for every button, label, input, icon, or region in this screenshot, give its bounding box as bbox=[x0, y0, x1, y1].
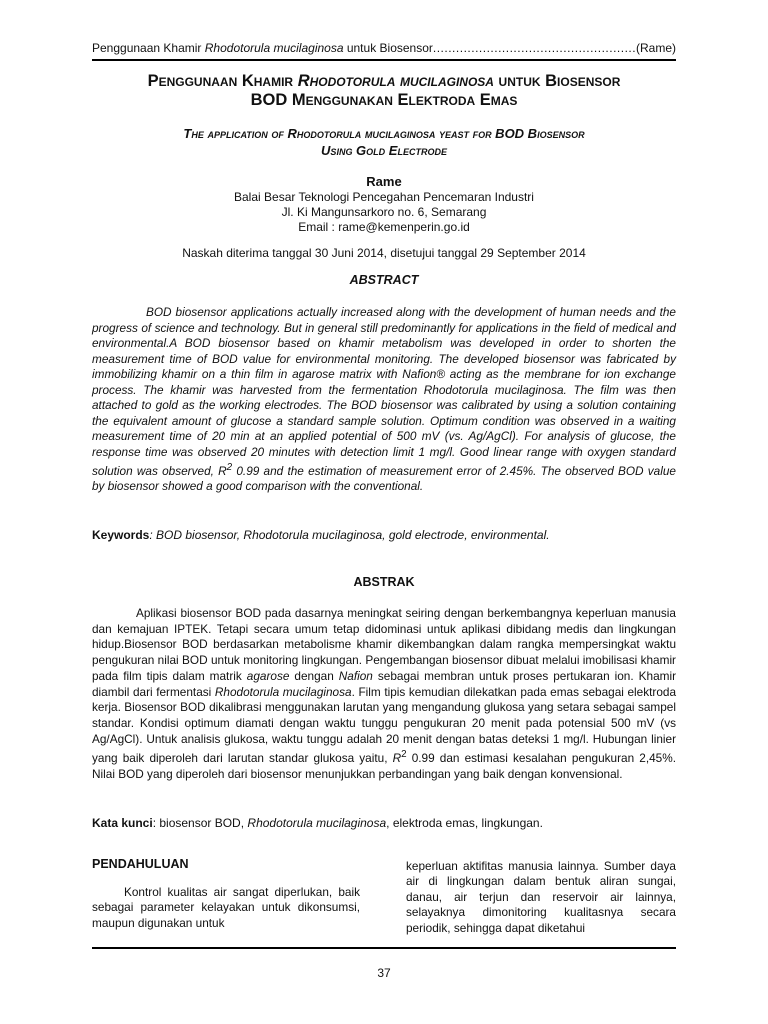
abstrak-nafion: Nafion bbox=[338, 668, 373, 683]
abstrak-species: Rhodotorula mucilaginosa bbox=[214, 684, 352, 699]
english-title-line-2: Using Gold Electrode bbox=[321, 143, 447, 158]
abstract-text-a: BOD biosensor applications actually increased along with the development of human needs and the progress of science and technology. But in general still predominantly for applications in the field of medical and environmental.A BOD biosensor based on khamir metabolism was developed in order to shorten the measurement time of BOD value for environmental monitoring. The developed biosensor was fabricated by immobilizing khamir on a thin film in agarose matrix with Nafion® acting as the membrane for ion exchange process. The khamir was harvested from the fermentation Rhodotorula mucilaginosa. The film was then attached to gold as the working electrodes. The BOD biosensor was calibrated by using a solution containing the equivalent amount of glucose a standard sample solution. Optimum condition was observed in a waiting measurement time of 20 min at an applied potential of 500 mV (vs. Ag/AgCl). For analysis of glucose, the response time was observed 20 minutes with detection limit 1 mg/l. Good linear range with oxygen standard solution was observed, R bbox=[92, 305, 676, 478]
kata-kunci-species: Rhodotorula mucilaginosa bbox=[247, 816, 387, 830]
kata-kunci-label: Kata kunci bbox=[92, 816, 153, 830]
title-text-b: untuk Biosensor bbox=[493, 72, 621, 90]
abstrak-superscript: 2 bbox=[401, 749, 407, 761]
abstrak-text-5: 0.99 dan estimasi kesalahan pengukuran 2,45%. Nilai BOD yang diperoleh dari biosensor menunjukkan perbandingan yang baik dengan konvensional. bbox=[92, 751, 676, 781]
author-institution: Balai Besar Teknologi Pencegahan Pencemaran Industri bbox=[234, 190, 534, 204]
english-title bbox=[92, 125, 676, 159]
submission-dates: Naskah diterima tanggal 30 Juni 2014, disetujui tanggal 29 September 2014 bbox=[182, 246, 586, 260]
title-species: Rhodotorula mucilaginosa bbox=[297, 72, 494, 90]
running-header bbox=[92, 41, 676, 55]
paper-title bbox=[92, 72, 676, 110]
abstrak-r: R bbox=[392, 751, 402, 766]
running-header-leader-dots bbox=[433, 41, 636, 55]
title-text-a: Penggunaan Khamir bbox=[147, 72, 298, 90]
running-header-text-b: untuk Biosensor bbox=[343, 41, 433, 55]
abstrak-text-4: . Film tipis kemudian dilekatkan pada emas sebagai elektroda kerja. Biosensor BOD dikalibrasi menggunakan larutan yang mengandung glukosa yang setara sebagai sampel standar. Kondisi optimum diamati dengan waktu tunggu pengukuran 20 menit pada potensial 500 mV (vs Ag/AgCl). Untuk analisis glukosa, waktu tunggu adalah 20 menit dengan batas deteksi 1 mg/l. Hubungan linier yang baik diperoleh dari larutan standar glukosa yaitu, bbox=[92, 684, 677, 766]
abstract-heading: ABSTRACT bbox=[349, 273, 419, 287]
keywords-text: : BOD biosensor, Rhodotorula mucilaginosa, gold electrode, environmental. bbox=[149, 528, 550, 542]
running-header-author: (Rame) bbox=[635, 41, 676, 55]
page-number: 37 bbox=[377, 966, 391, 980]
intro-right-paragraph: keperluan aktifitas manusia lainnya. Sumber daya air di lingkungan dalam bentuk aliran sungai, danau, air terjun dan reservoir air lainnya, selayaknya dimonitoring kualitasnya secara periodik, sehingga dapat diketahui bbox=[406, 859, 676, 935]
abstract-body bbox=[92, 305, 676, 495]
kata-kunci-text-1: : biosensor BOD, bbox=[152, 816, 248, 830]
intro-left-column bbox=[92, 857, 360, 931]
kata-kunci-text-2: , elektroda emas, lingkungan. bbox=[386, 816, 543, 830]
running-header-title bbox=[92, 41, 433, 55]
author-name: Rame bbox=[366, 174, 402, 189]
author-affiliation bbox=[92, 190, 676, 235]
abstrak-text-3: sebagai membran untuk proses pertukaran ion. Khamir diambil dari fermentasi bbox=[92, 668, 677, 699]
abstract-text-b: 0.99 and the estimation of measurement error of 2.45%. The observed BOD value by biosensor showed a good comparison with the conventional. bbox=[92, 463, 676, 494]
running-header-text-a: Penggunaan Khamir bbox=[92, 41, 205, 55]
author-address: Jl. Ki Mangunsarkoro no. 6, Semarang bbox=[281, 205, 487, 219]
footer-rule bbox=[92, 947, 676, 949]
intro-left-paragraph: Kontrol kualitas air sangat diperlukan, baik sebagai parameter kelayakan untuk dikonsumsi, maupun digunakan untuk bbox=[92, 885, 360, 930]
abstrak-text-2: dengan bbox=[289, 668, 339, 683]
abstrak-body bbox=[92, 606, 676, 783]
abstrak-agarose: agarose bbox=[246, 668, 290, 683]
author-email[interactable]: Email : rame@kemenperin.go.id bbox=[298, 220, 470, 234]
intro-right-column bbox=[406, 859, 676, 936]
section-heading-pendahuluan: PENDAHULUAN bbox=[92, 857, 189, 871]
english-title-line-1: The application of Rhodotorula mucilaginosa yeast for BOD Biosensor bbox=[183, 126, 585, 141]
abstrak-heading: ABSTRAK bbox=[353, 575, 415, 589]
paper-title-line-1 bbox=[92, 72, 676, 91]
abstrak-text-1: Aplikasi biosensor BOD pada dasarnya meningkat seiring dengan berkembangnya keperluan manusia dan kemajuan IPTEK. Tetapi secara umum tetap didominasi untuk aplikasi dibidang medis dan lingkungan hidup.Biosensor BOD berdasarkan metabolisme khamir dikembangkan dalam rangka mempersingkat waktu pengukuran nilai BOD untuk monitoring lingkungan. Pengembangan biosensor dibuat melalui imobilisasi khamir pada film tipis dalam matrik bbox=[92, 606, 676, 683]
keywords-indonesian bbox=[92, 816, 676, 830]
paper-title-line-2: BOD Menggunakan Elektroda Emas bbox=[250, 91, 518, 109]
keywords-english bbox=[92, 528, 676, 542]
header-rule bbox=[92, 59, 676, 61]
abstract-superscript: 2 bbox=[226, 462, 233, 473]
keywords-label: Keywords bbox=[92, 528, 150, 542]
running-header-species: Rhodotorula mucilaginosa bbox=[204, 41, 344, 55]
